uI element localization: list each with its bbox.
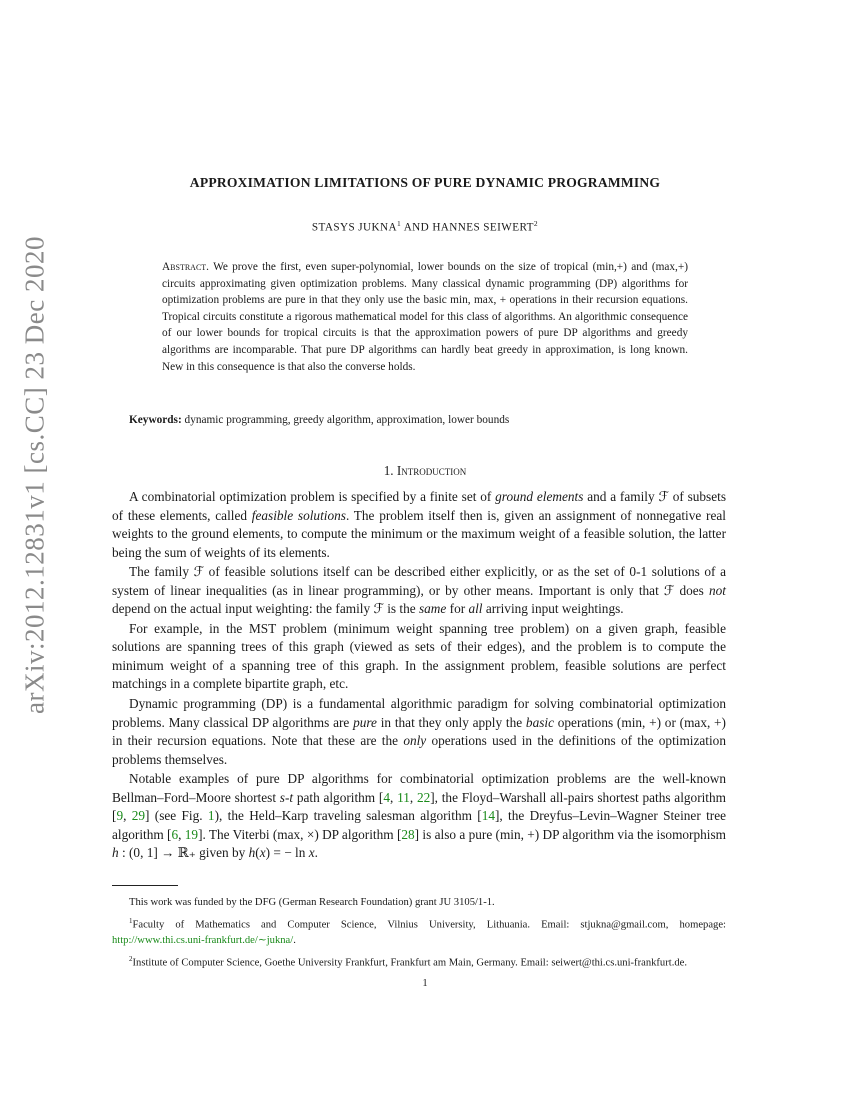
author-jukna-affiliation-mark: 1 [396,219,402,228]
footnotes [112,895,726,974]
text-run: , [123,808,132,824]
text-run: A combinatorial optimization problem is specified by a finite set of [129,489,496,504]
citation-link[interactable]: 14 [481,808,495,824]
text-run: Notable examples of pure DP algorithms for combinatorial optimization problems are the well-known Bellman–Ford–Moore shortest [112,771,726,805]
paragraph [112,488,726,562]
citation-link[interactable]: 29 [131,808,146,824]
text-run: , [178,826,185,842]
abstract [162,259,688,375]
figure-link[interactable]: 1 [207,808,215,824]
abstract-label: Abstract. [162,261,209,273]
section-title: Introduction [396,463,467,478]
citation-link[interactable]: 9 [116,808,124,824]
introduction-body [112,488,726,864]
footnote-divider [112,885,178,886]
emphasis: feasible solutions [251,507,346,523]
text-run: Dynamic programming (DP) is a fundamental algorithmic paradigm for solving combinatorial optimization problems. Many classical DP algorithms are [112,696,726,730]
abstract-text: We prove the first, even super-polynomial, lower bounds on the size of tropical (min,+) and (max,+) circuits approximating given optimization problems. Many classical dynamic programming (DP) algorithms for optimization problems are pure in that they only use the basic min, max, + operations in their recursion equations. Tropical circuits constitute a rigorous mathematical model for this class of algorithms. An algorithmic consequence of our lower bounds for tropical circuits is that the approximation powers of pure DP algorithms and greedy algorithms are incomparable. That pure DP algorithms can hardly beat greedy in approximation, is long known. New in this consequence is that also the converse holds. [162,261,688,373]
text-run: The family ℱ of feasible solutions itself can be described either explicitly, or as the set of 0-1 solutions of a system of linear inequalities (as in linear programming), or by other means. Important is only that ℱ does [112,564,726,598]
keywords [129,414,729,426]
footnote-1 [112,914,726,948]
text-run: ] is also a pure (min, +) DP algorithm via the isomorphism [414,826,726,842]
emphasis: s-t [279,789,294,805]
text-run: For example, in the MST problem (minimum weight spanning tree problem) on a given graph, feasible solutions are spanning trees of this graph (viewed as sets of their edges), and the problem is to compute the minimum weight of a spanning tree of this graph. In the assignment problem, feasible solutions are perfect matchings in a complete bipartite graph, etc. [112,620,726,692]
paragraph [112,695,726,769]
page-number: 1 [422,978,428,989]
emphasis: basic [525,714,554,730]
paragraph [112,620,726,694]
section-number: 1. [383,463,394,478]
funding-note: This work was funded by the DFG (German Research Foundation) grant JU 3105/1-1. [129,897,495,908]
text-run: depend on the actual input weighting: the family ℱ is the [112,601,419,617]
text-run: ) = − ln [265,845,309,861]
text-run: arriving input weightings. [482,601,624,617]
text-run: ( [255,845,260,861]
citation-link[interactable]: 19 [184,826,199,842]
footnote-text: . [293,934,296,946]
footnote-mark: 2 [129,954,133,963]
text-run: ], the Dreyfus–Levin–Wagner Steiner tree algorithm [ [112,808,727,842]
text-run: ]. The Viterbi (max, ×) DP algorithm [ [198,826,402,842]
text-run: . The problem itself then is, given an assignment of nonnegative real weights to the ground elements, to compute the minimum or the maximum weight of a feasible solution, the latter being the sum of weights of its elements. [112,507,726,560]
footnote-2 [112,952,726,971]
paragraph [112,563,726,619]
keywords-text: dynamic programming, greedy algorithm, approximation, lower bounds [181,414,510,426]
emphasis: h [112,845,119,861]
emphasis: only [403,733,427,749]
text-run: . [314,845,318,861]
author-seiwert-affiliation-mark: 2 [533,219,539,228]
author-seiwert: HANNES SEIWERT [432,221,534,234]
author-line [0,219,850,234]
footnote-text: Faculty of Mathematics and Computer Science, Vilnius University, Lithuania. Email: stjukna@gmail.com, homepage: [132,919,726,931]
text-run: in that they only apply the [376,714,526,730]
text-run: path algorithm [ [293,789,384,805]
citation-link[interactable]: 11 [397,789,410,805]
text-run: ] (see Fig. [145,808,208,824]
citation-link[interactable]: 4 [383,789,390,805]
arxiv-identifier: arXiv:2012.12831v1 [cs.CC] 23 Dec 2020 [19,236,50,714]
text-run: , [389,789,398,805]
author-jukna: STASYS JUKNA [311,221,397,234]
text-run: ], the Floyd–Warshall all-pairs shortest paths algorithm [ [112,789,726,824]
citation-link[interactable]: 22 [416,789,431,805]
citation-link[interactable]: 6 [171,826,179,842]
section-heading-introduction [0,463,850,479]
emphasis: pure [353,714,377,730]
author-joiner: AND [401,221,433,234]
text-run: : (0, 1] → ℝ₊ given by [118,845,249,861]
homepage-link[interactable]: http://www.thi.cs.uni-frankfurt.de/∼jukna/ [112,934,294,946]
footnote-mark: 1 [129,917,133,925]
emphasis: x [259,845,266,861]
emphasis: ground elements [495,489,584,504]
paper-title: APPROXIMATION LIMITATIONS OF PURE DYNAMIC PROGRAMMING [189,175,661,190]
footnote-text: Institute of Computer Science, Goethe University Frankfurt, Frankfurt am Main, Germany. Email: seiwert@thi.cs.uni-frankfurt.de. [132,957,688,969]
text-run: , [409,789,417,805]
emphasis: same [418,601,447,617]
text-run: operations (min, +) or (max, +) in their recursion equations. Note that these are the [112,714,726,749]
citation-link[interactable]: 28 [401,826,415,842]
emphasis: not [709,582,726,598]
text-run: for [446,601,469,617]
text-run: operations used in the definitions of the optimization problems themselves. [112,733,726,767]
emphasis: all [468,601,483,617]
emphasis: x [308,845,315,861]
text-run: ), the Held–Karp traveling salesman algorithm [ [214,808,482,824]
keywords-label: Keywords: [129,414,182,426]
emphasis: h [248,845,256,861]
text-run: and a family ℱ of subsets of these elements, called [112,489,727,523]
paragraph [112,770,726,863]
